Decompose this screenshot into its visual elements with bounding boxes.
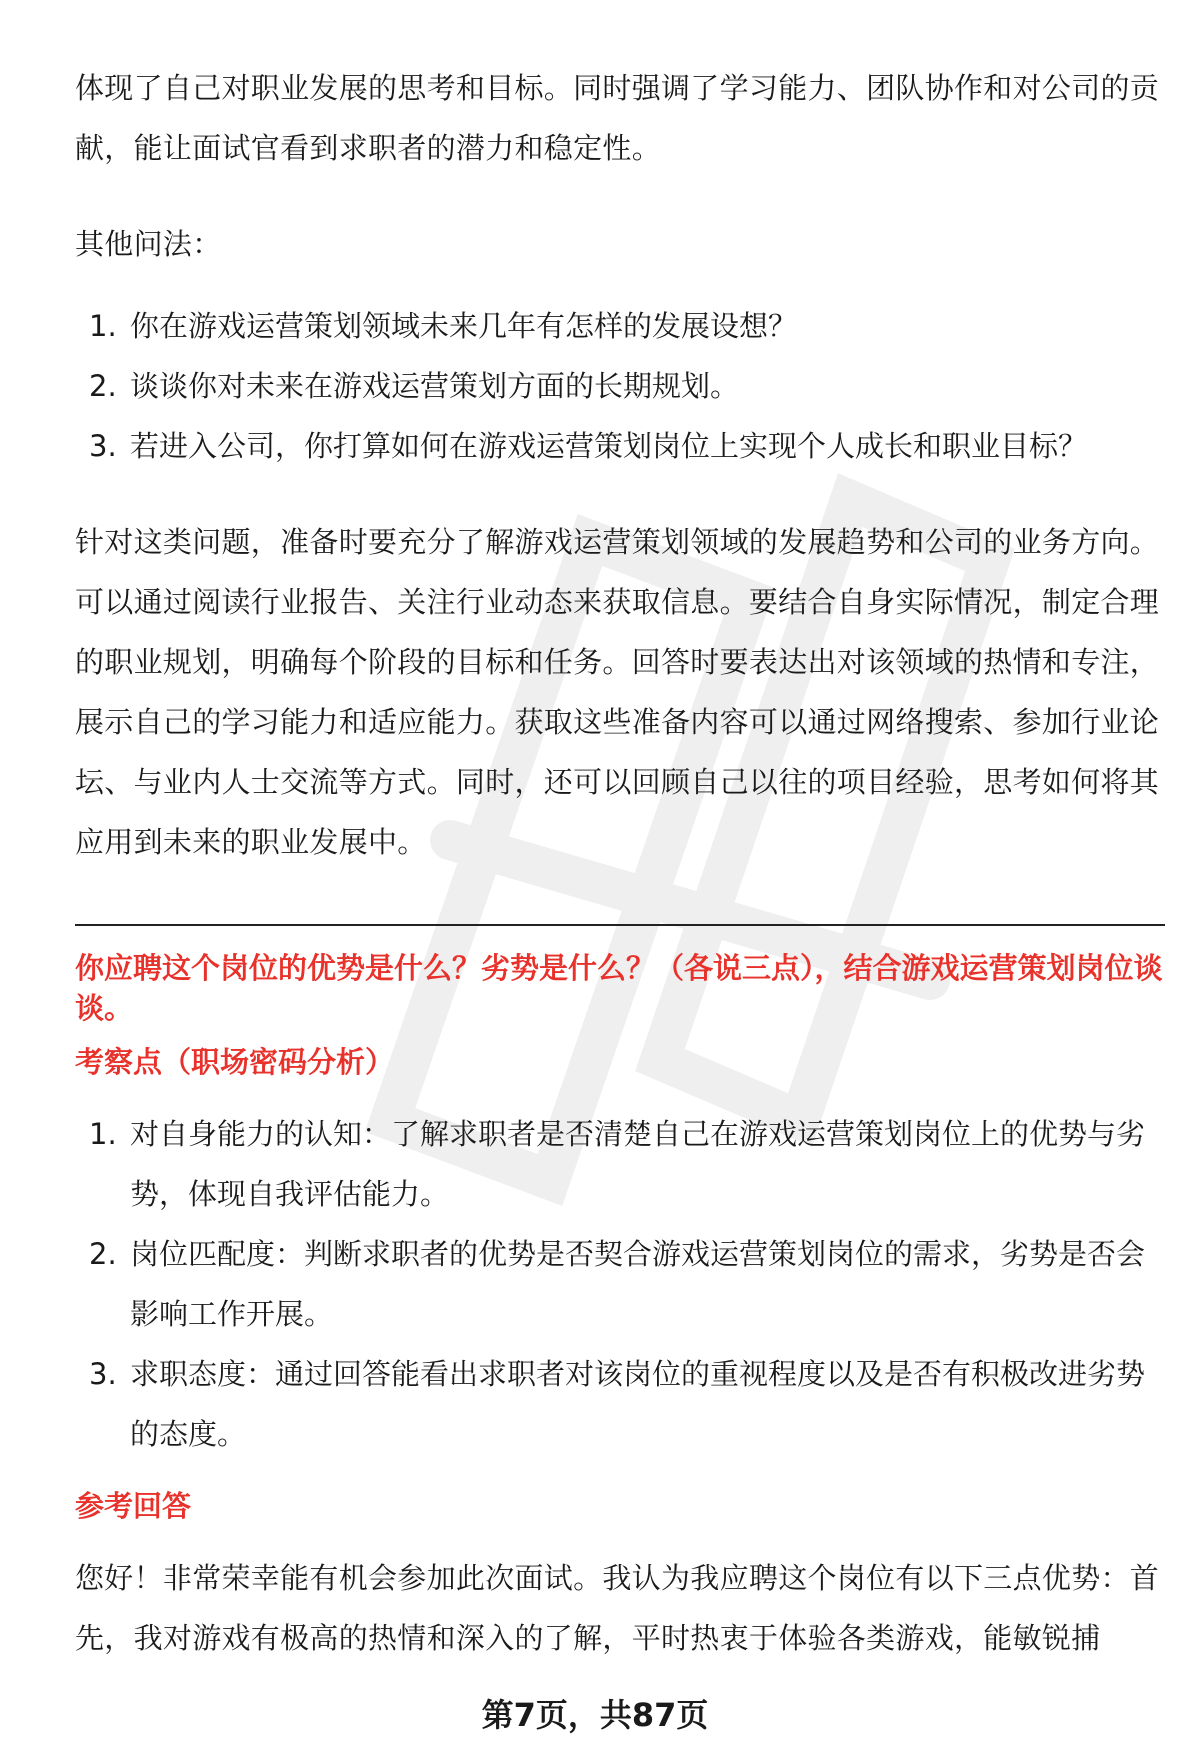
other-questions-list bbox=[75, 296, 1165, 476]
page-number: 第7页，共87页 bbox=[481, 1696, 709, 1734]
other-questions-heading: 其他问法： bbox=[75, 227, 222, 261]
document-page bbox=[75, 58, 1165, 1668]
section-divider bbox=[75, 924, 1165, 926]
intro-paragraph: 体现了自己对职业发展的思考和目标。同时强调了学习能力、团队协作和对公司的贡献，能让面试官看到求职者的潜力和稳定性。 bbox=[75, 71, 1160, 165]
list-item: 3. 求职态度：通过回答能看出求职者对该岗位的重视程度以及是否有积极改进劣势的态度。 bbox=[89, 1357, 1146, 1451]
focus-heading: 考察点（职场密码分析） bbox=[75, 1045, 395, 1079]
list-item: 3. 若进入公司，你打算如何在游戏运营策划岗位上实现个人成长和职业目标？ bbox=[89, 429, 1088, 463]
list-item: 2. 谈谈你对未来在游戏运营策划方面的长期规划。 bbox=[89, 369, 740, 403]
focus-list bbox=[75, 1104, 1165, 1464]
list-item: 2. 岗位匹配度：判断求职者的优势是否契合游戏运营策划岗位的需求，劣势是否会影响工作开展。 bbox=[89, 1237, 1146, 1331]
answer-heading: 参考回答 bbox=[75, 1489, 192, 1523]
question-title: 你应聘这个岗位的优势是什么？劣势是什么？（各说三点），结合游戏运营策划岗位谈谈。 bbox=[75, 951, 1163, 1025]
list-item: 1. 你在游戏运营策划领域未来几年有怎样的发展设想？ bbox=[89, 309, 798, 343]
advice-paragraph: 针对这类问题，准备时要充分了解游戏运营策划领域的发展趋势和公司的业务方向。可以通过阅读行业报告、关注行业动态来获取信息。要结合自身实际情况，制定合理的职业规划，明确每个阶段的目标和任务。回答时要表达出对该领域的热情和专注，展示自己的学习能力和适应能力。获取这些准备内容可以通过网络搜索、参加行业论坛、与业内人士交流等方式。同时，还可以回顾自己以往的项目经验，思考如何将其应用到未来的职业发展中。 bbox=[75, 525, 1160, 859]
answer-paragraph: 您好！非常荣幸能有机会参加此次面试。我认为我应聘这个岗位有以下三点优势：首先，我对游戏有极高的热情和深入的了解，平时热衷于体验各类游戏，能敏锐捕 bbox=[75, 1561, 1160, 1655]
list-item: 1. 对自身能力的认知：了解求职者是否清楚自己在游戏运营策划岗位上的优势与劣势，体现自我评估能力。 bbox=[89, 1117, 1146, 1211]
